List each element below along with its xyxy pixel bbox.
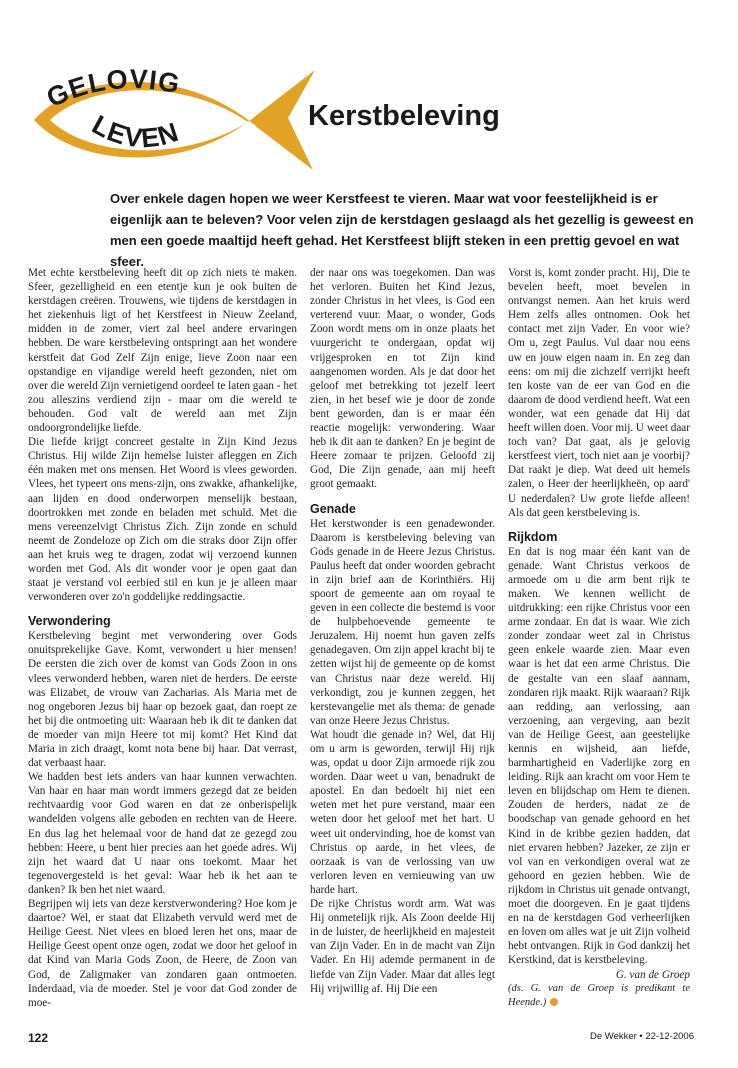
intro-text: Over enkele dagen hopen we weer Kerstfeest te vieren. Maar wat voor feestelijkheid is er eigenlijk aan te beleven? Voor velen zijn de kerstdagen geslaagd als het gezellig is geweest en men een goede maaltijd heeft gehad. Het Kerstfeest blijft steken in een prettig gevoel en wat sfeer. <box>110 191 694 269</box>
body-paragraph: Het kerstwonder is een genadewonder. Daarom is kerstbeleving beleving van Gods genade in de Heere Jezus Christus. Paulus heeft dat onder woorden gebracht in zijn brief aan de Korinthiërs. Hij spoort de gemeente aan om royaal te geven in een collecte die bestemd is voor de hulpbehoevende gemeente te Jeruzalem. Hij noemt hun gaven zelfs genadegaven. Om zijn appel kracht bij te zetten wijst hij de gemeente op de komst van Christus naar deze wereld. Hij verkondigt, zou je kunnen zeggen, het kerstevangelie met als thema: de genade van onze Heere Jezus Christus. <box>310 517 495 727</box>
body-paragraph: Wat houdt die genade in? Wel, dat Hij om u arm is geworden, terwijl Hij rijk was, opdat u door Zijn armoede rijk zou worden. Daar weet u van, benadrukt de apostel. En dan bedoelt hij niet een weten met het pure verstand, maar een weten door het geloof met het hart. U weet uit ondervinding, hoe de komst van Christus op aarde, in het vlees, de oorzaak is van de verlossing van uw verloren leven en vernieuwing van uw harde hart. <box>310 728 495 896</box>
logo-text-leven: LEVEN <box>87 109 183 154</box>
logo-text-gelovig: GELOVIG <box>42 68 183 114</box>
body-paragraph: Die liefde krijgt concreet gestalte in Zijn Kind Jezus Christus. Hij wilde Zijn hemelse luister afleggen en Zich één maken met ons mensen. Het Woord is vlees geworden. Vlees, het typeert ons mens-zijn, ons zwakke, afhankelijke, aan lijden en dood onderworpen menselijk bestaan, doortrokken met zonde en beladen met schuld. Met die mens vereenzelvigt Christus Zich. Zijn zonde en schuld neemt de Zondeloze op Zich om die straks door Zijn offer aan het kruis weg te dragen, zodat wij verzoend kunnen worden met God. Als dit wonder voor je open gaat dan staat je verstand vol eerbied stil en kun je je alleen maar verwonderen over zo'n goddelijke reddingsactie. <box>28 436 297 604</box>
author-signature: G. van de Groep <box>615 968 690 981</box>
gelovig-leven-fish-logo <box>28 68 320 172</box>
column-1 <box>28 266 297 1010</box>
section-heading-rijkdom: Rijkdom <box>508 529 558 544</box>
section-heading-genade: Genade <box>310 501 356 516</box>
publication-footer: De Wekker • 22-12-2006 <box>589 1031 694 1042</box>
body-paragraph: De rijke Christus wordt arm. Wat was Hij onmetelijk rijk. Als Zoon deelde Hij in de luister, de heerlijkheid en majesteit van Zijn Vader. En in de macht van Zijn Vader. En Hij ademde permanent in de liefde van Zijn Vader. Maar dat alles legt Hij vrijwillig af. Hij Die een <box>310 898 495 995</box>
body-paragraph: der naar ons was toegekomen. Dan was het verloren. Buiten het Kind Jezus, zonder Christus in het vlees, is God een verterend vuur. Maar, o wonder, Gods Zoon wordt mens om in onze plaats het vuurgericht te ondergaan, opdat wij vrijgesproken en tot Zijn kind aangenomen worden. Als je dat door het geloof met betrekking tot jezelf leert zien, in het besef wie je door de zonde bent geworden, dan is er maar één reactie mogelijk: verwondering. Waar heb ik dit aan te danken? En je begint de Heere zomaar te prijzen. Geloofd zij God, Die Zijn genade, aan mij heeft groot gemaakt. <box>310 267 495 491</box>
body-paragraph: Met echte kerstbeleving heeft dit op zich niets te maken. Sfeer, gezelligheid en een etentje kun je ook buiten de kerstdagen creëren. Trouwens, wie tijdens de kerstdagen in het ziekenhuis ligt of het Kerstfeest in Nieuw Zeeland, midden in de zomer, viert zal heel andere ervaringen hebben. De ware kerstbeleving ontspringt aan het wondere kerstfeit dat God Zelf Zijn enige, lieve Zoon naar een opstandige en vijandige wereld heeft gezonden, niet om over die wereld Zijn vernietigend oordeel te laten gaan - het zou alleszins verdiend zijn - maar om die wereld te behouden. God valt de wereld aan met Zijn ondoorgrondelijke liefde. <box>28 267 297 435</box>
section-heading-verwondering: Verwondering <box>28 614 111 629</box>
end-mark-icon <box>550 998 558 1006</box>
body-paragraph: En dat is nog maar één kant van de genade. Want Christus verkoos de armoede om u die arm bent rijk te maken. We kennen wellicht de uitdrukking: een rijke Christus voor een arme zondaar. En dat is waar. Wie zich zonder zondaar weet zal in Christus geen enkele waarde zien. Maar even waar is het dat een arme Christus. Die de gestalte van een slaaf aannam, zondaren rijk maakt. Rijk waaraan? Rijk aan redding, aan verlossing, aan verzoening, aan vergeving, aan bezit van de Heilige Geest, aan geestelijke kennis en wijsheid, aan liefde, barmhartigheid en Vaderlijke zorg en leiding. Rijk aan kracht om voor Hem te leven en blijdschap om Hem te dienen. Zouden de herders, nadat ze de boodschap van genade gehoord en het Kind in de kribbe gezien hadden, dat niet ervaren hebben? Jazeker, ze zijn er vol van en verkondigen overal wat ze gehoord en gezien hebben. Wie de rijkdom in Christus uit genade ontvangt, moet die doorgeven. En je gaat tijdens en na de kerstdagen God verheerlijken en loven om alles wat je uit Zijn volheid hebt ontvangen. Rijk in God dankzij het Kerstkind, dat is kerstbeleving. <box>508 545 690 967</box>
body-paragraph: Kerstbeleving begint met verwondering over Gods onuitsprekelijke Gave. Komt, verwondert u hier mensen! De eersten die zich over de komst van Gods Zoon in ons vlees verwonderd hebben, waren niet de herders. De eerste was Elizabet, de vrouw van Zacharias. Als Maria met de nog ongeboren Jezus bij haar op bezoek gaat, dan roept ze het bij die ontmoeting uit: Waaraan heb ik dit te danken dat de moeder van mijn Heere tot mij komt? Het Kind dat Maria in zich draagt, komt nota bene bij haar. Dat verrast, dat verbaast haar. <box>28 630 297 770</box>
page-number: 122 <box>28 1031 49 1045</box>
column-3 <box>508 266 690 1010</box>
author-note-text: (ds. G. van de Groep is predikant te Heende.) <box>508 982 690 1008</box>
body-paragraph: Vorst is, komt zonder pracht. Hij, Die te bevelen heeft, moet bevelen in ontvangst nemen. Aan het kruis werd Hem zelfs alles ontnomen. Ook het contact met zijn Vader. En voor wie? Om u, zegt Paulus. Vul daar nou eens uw en jouw eigen naam in. En zeg dan eens: om mij die zichzelf verrijkt heeft ten koste van de eer van God en die daarom de dood verdiend heeft. Wat een wonder, wat een genade dat Hij dat heeft willen doen. Voor mij. U weet daar toch van? Dat gaat, als je gelovig kerstfeest viert, toch niet aan je voorbij? Dat raakt je diep. Wat deed uit hemels zalen, o Heer der heerlijkheën, op aard' U nederdalen? Uw grote liefde alleen! Als dat geen kerstbeleving is. <box>508 267 690 519</box>
column-2 <box>310 266 495 996</box>
body-paragraph: Begrijpen wij iets van deze kerstverwondering? Hoe kom je daartoe? Wel, er staat dat Elizabeth vervuld werd met de Heilige Geest. Niet vlees en bloed leren het ons, maar de Heilige Geest opent onze ogen, zodat we door het geloof in dat Kind van Maria Gods Zoon, de Heere, de Zoon van God, de Zaligmaker van zondaren gaan ontmoeten. Inderdaad, via de moeder. Stel je voor dat God zonder de moe- <box>28 898 297 1009</box>
author-note <box>508 982 690 1010</box>
intro-paragraph <box>110 188 695 272</box>
article-title: Kerstbeleving <box>308 100 500 132</box>
body-paragraph: We hadden best iets anders van haar kunnen verwachten. Van haar en haar man wordt immers gezegd dat ze beiden rechtvaardig voor God waren en dat ze onberispelijk wandelden volgens alle geboden en rechten van de Heere. En dus lag het helemaal voor de hand dat ze gezegd zou hebben: Heere, u bent hier precies aan het goede adres. Wij zijn het waard dat U naar ons toekomt. Maar het tegenovergesteld is het geval: Waar heb ik het aan te danken? Ik ben het niet waard. <box>28 771 297 896</box>
